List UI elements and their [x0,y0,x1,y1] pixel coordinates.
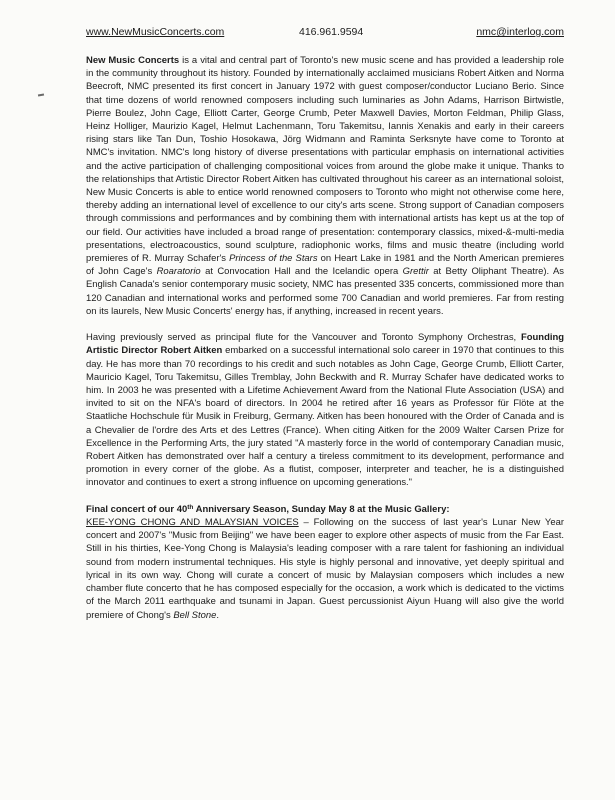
document-body [86,54,564,635]
website-link[interactable]: www.NewMusicConcerts.com [86,26,225,38]
aitken-title: Founding Artistic Director Robert Aitken [86,332,564,357]
concert-title: KEE-YONG CHONG AND MALAYSIAN VOICES [86,517,299,529]
paragraph-final-concert: Final concert of our 40th Anniversary Season, Sunday May 8 at the Music Gallery: KEE-YONG CHONG AND MALAYSIAN VOICES – Following on the success of last year's Lunar New Year concert and 2007's "Music from Beijing" we have been eager to explore other aspects of music from the Far East. Still in his thirties, Kee-Yong Chong is Malaysia's leading composer with a rare talent for fashioning an individual sound from modern instrumental techniques. His style is highly personal and innovative, yet deeply spiritual and lyrical in its own way. Chong will curate a concert of music by Malaysian composers which includes a new chamber flute concerto that he has composed especially for the occasion, a work which is dedicated to the victims of the March 2011 earthquake and tsunami in Japan. Guest percussionist Aiyun Huang will also give the world premiere of Chong's Bell Stone. [86,503,565,621]
paragraph-robert-aitken: Having previously served as principal flute for the Vancouver and Toronto Symphony Orchestras, Founding Artistic Director Robert Aitken embarked on a successful international solo career in 1970 that continues to this day. He has more than 70 recordings to his credit and such notables as John Cage, George Crumb, Elliott Carter, Mauricio Kagel, Toru Takemitsu, Gilles Tremblay, John Beckwith and R. Murray Schafer have dedicated works to him. In 2003 he was presented with a Lifetime Achievement Award from the National Flute Association (USA) and invited to sit on the NFA's board of directors. In 2004 he retired after 16 years as Professor für Flöte at the Staatliche Hochschule für Musik in Freiburg, Germany. Aitken has been honoured with the Order of Canada and is a Chevalier de l'ordre des Arts et des Lettres (France). When citing Aitken for the 2009 Walter Carsen Prize for Excellence in the Performing Arts, the jury stated "A masterly force in the world of contemporary Canadian music, Robert Aitken has demonstrated over half a century a tireless commitment to its development, performance and promotion in every corner of the globe. As a flutist, composer, interpreter and teacher, he is a distinguished innovator and continues to exert a strong influence on upcoming generations." [86,332,564,489]
phone-number: 416.961.9594 [299,26,364,38]
paragraph-about-nmc: New Music Concerts is a vital and central part of Toronto's new music scene and has provided a leadership role in the community throughout its history. Founded by internationally acclaimed musicians Robert Aitken and Norma Beecroft, NMC presented its first concert in January 1972 with guest composer/conductor Luciano Berio. Since that time dozens of world renowned composers including such luminaries as John Adams, Harrison Birtwistle, Pierre Boulez, John Cage, Elliott Carter, George Crumb, Peter Maxwell Davies, Morton Feldman, Philip Glass, Heinz Holliger, Maurizio Kagel, Helmut Lachenmann, Toru Takemitsu, Iannis Xenakis and early in their careers rising stars like Tan Dun, Toshio Hosokawa, Jörg Widmann and Raminta Serksnyte have come to Toronto at NMC's invitation. NMC's long history of diverse presentations with particular emphasis on international activities and the active participation of challenging compositional voices from around the globe make it unique. Thanks to the relationships that Artistic Director Robert Aitken has cultivated throughout his career as an international soloist, New Music Concerts is able to entice world renowned composers to Toronto who might not otherwise come here, thereby adding an international level of excellence to our city's arts scene. Strong support of Canadian composers through commissions and performances and by combining them with international artists has kept us at the top of our field. Our activities have included a broad range of presentation: contemporary classics, mixed-&-multi-media presentations, electroacoustics, sound sculpture, radiophonic works, films and music theatre (including world premieres of R. Murray Schafer's Princess of the Stars on Heart Lake in 1981 and the North American premieres of John Cage's Roaratorio at Convocation Hall and the Icelandic opera Grettir at Betty Oliphant Theatre). As English Canada's senior contemporary music society, NMC has presented 335 concerts, commissioned more than 120 Canadian and international works and performed some 700 Canadian and world premieres. Far from resting on its laurels, New Music Concerts' energy has, if anything, increased in recent years. [86,55,564,317]
org-name: New Music Concerts [86,55,180,66]
letterhead [86,26,564,42]
margin-mark [38,93,44,96]
concert-heading: Final concert of our 40th Anniversary Season, Sunday May 8 at the Music Gallery: [86,503,450,515]
email-link[interactable]: nmc@interlog.com [476,26,564,38]
